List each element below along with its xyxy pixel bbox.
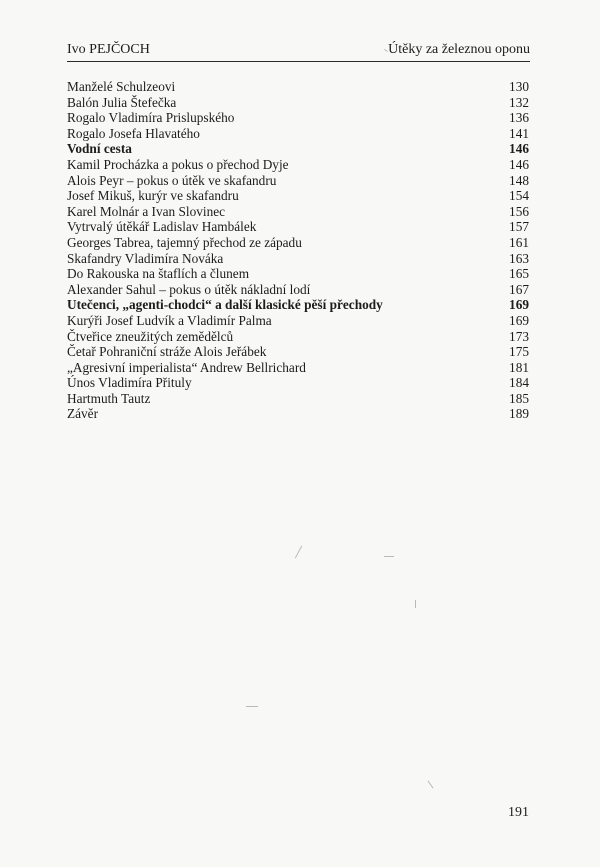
toc-entry-title: Únos Vladimíra Přituly (67, 375, 192, 391)
toc-section-heading (67, 297, 529, 313)
toc-entry (67, 235, 529, 251)
toc-entry-title: Alois Peyr – pokus o útěk ve skafandru (67, 172, 277, 188)
toc-entry-page: 136 (509, 110, 529, 126)
toc-entry-page: 146 (509, 141, 529, 157)
toc-entry (67, 329, 529, 345)
toc-entry (67, 360, 529, 376)
scan-speck (384, 556, 394, 557)
toc-entry-page: 141 (509, 125, 529, 141)
toc-entry-page: 146 (509, 156, 529, 172)
scan-speck (415, 600, 416, 608)
toc-section-heading (67, 141, 529, 157)
toc-entry-title: Vodní cesta (67, 141, 132, 157)
toc-entry (67, 157, 529, 173)
toc-entry-page: 167 (509, 281, 529, 297)
toc-entry (67, 110, 529, 126)
toc-entry-title: Četař Pohraniční stráže Alois Jeřábek (67, 344, 267, 360)
toc-entry-title: Josef Mikuš, kurýr ve skafandru (67, 188, 239, 204)
toc-entry-page: 157 (509, 219, 529, 235)
toc-entry (67, 79, 529, 95)
toc-entry (67, 188, 529, 204)
toc-entry-page: 184 (509, 375, 529, 391)
toc-entry (67, 375, 529, 391)
toc-entry-title: Utečenci, „agenti-chodci“ a další klasické pěší přechody (67, 297, 383, 313)
toc-entry (67, 173, 529, 189)
toc-entry-title: „Agresivní imperialista“ Andrew Bellrichard (67, 359, 306, 375)
toc-entry-title: Do Rakouska na štaflích a člunem (67, 266, 250, 282)
toc-entry (67, 126, 529, 142)
toc-entry (67, 219, 529, 235)
toc-entry-page: 173 (509, 328, 529, 344)
toc-entry-title: Skafandry Vladimíra Nováka (67, 250, 224, 266)
toc-entry (67, 282, 529, 298)
toc-entry-title: Vytrvalý útěkář Ladislav Hambálek (67, 219, 257, 235)
toc-entry-page: 175 (509, 344, 529, 360)
toc-entry-page: 169 (509, 297, 529, 313)
toc-entry-title: Balón Julia Štefečka (67, 94, 177, 110)
toc-entry (67, 266, 529, 282)
toc-entry-title: Georges Tabrea, tajemný přechod ze západu (67, 234, 302, 250)
toc-entry-page: 148 (509, 172, 529, 188)
toc-entry-title: Závěr (67, 406, 99, 422)
toc-entry (67, 313, 529, 329)
toc-entry-page: 185 (509, 390, 529, 406)
toc-entry-title: Rogalo Josefa Hlavatého (67, 125, 200, 141)
toc-entry-page: 161 (509, 234, 529, 250)
scan-speck (295, 546, 302, 559)
toc-entry-title: Rogalo Vladimíra Prislupského (67, 110, 235, 126)
toc-entry-title: Čtveřice zneužitých zemědělců (67, 328, 234, 344)
header-rule (67, 61, 530, 62)
toc-entry-title: Kurýři Josef Ludvík a Vladimír Palma (67, 312, 272, 328)
toc-entry (67, 251, 529, 267)
toc-entry-title: Manželé Schulzeovi (67, 79, 176, 94)
scan-speck (246, 706, 258, 707)
toc-entry-page: 181 (509, 359, 529, 375)
table-of-contents (67, 79, 529, 422)
toc-entry-page: 130 (509, 79, 529, 94)
toc-entry-title: Alexander Sahul – pokus o útěk nákladní lodí (67, 281, 311, 297)
toc-entry-page: 154 (509, 188, 529, 204)
running-header (67, 40, 530, 62)
header-book-title: Útěky za železnou oponu (388, 42, 530, 57)
toc-entry (67, 344, 529, 360)
toc-entry (67, 204, 529, 220)
toc-entry-page: 156 (509, 203, 529, 219)
toc-entry-page: 163 (509, 250, 529, 266)
scan-speck (428, 781, 434, 789)
toc-entry (67, 95, 529, 111)
toc-entry-page: 165 (509, 266, 529, 282)
toc-entry (67, 406, 529, 422)
toc-entry-page: 169 (509, 312, 529, 328)
toc-entry-page: 189 (509, 406, 529, 422)
toc-entry-title: Kamil Procházka a pokus o přechod Dyje (67, 156, 289, 172)
toc-entry-page: 132 (509, 94, 529, 110)
toc-entry-title: Hartmuth Tautz (67, 390, 151, 406)
toc-entry (67, 391, 529, 407)
header-author: Ivo PEJČOCH (67, 42, 150, 57)
toc-entry-title: Karel Molnár a Ivan Slovinec (67, 203, 226, 219)
page-number: 191 (508, 805, 529, 820)
